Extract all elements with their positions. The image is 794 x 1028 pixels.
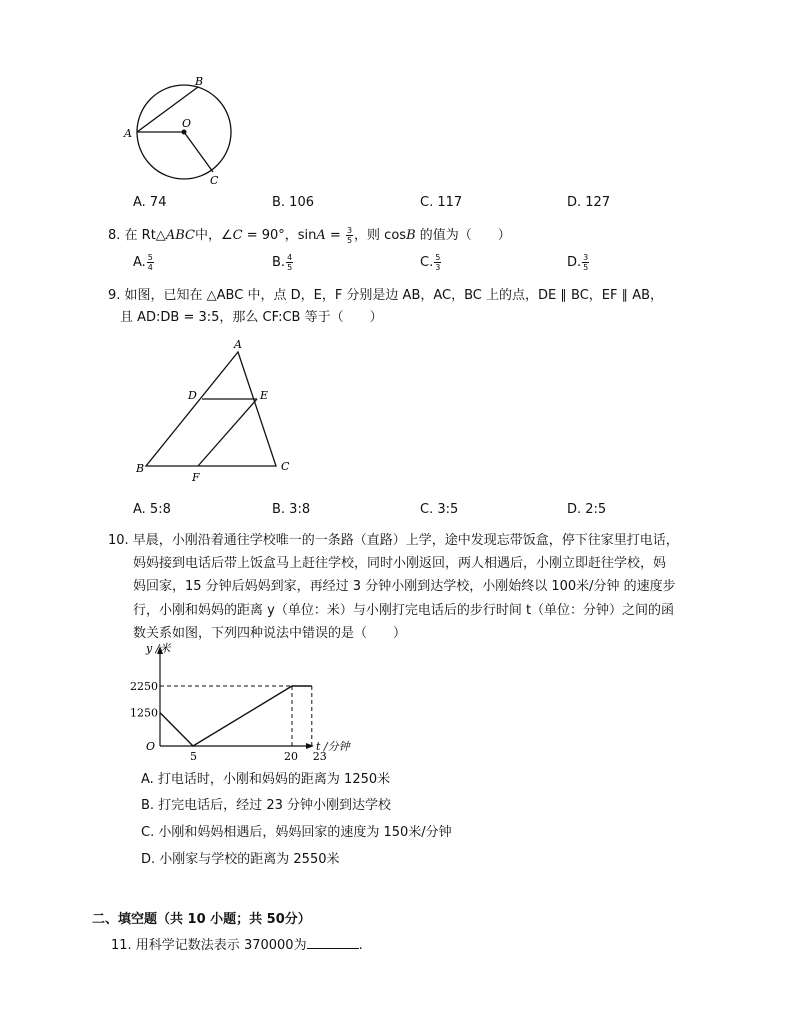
q8-number: 8.: [108, 228, 121, 243]
q8-option-c[interactable]: C. $\frac{5}{3}$: [420, 253, 441, 272]
x-tick-label: 5: [190, 750, 197, 762]
q9-option-b[interactable]: B. 3:8: [272, 502, 311, 517]
y-tick-label: 2250: [130, 680, 158, 693]
label-a: A: [234, 338, 242, 351]
segment-ef: [198, 399, 257, 466]
triangle-figure: [134, 336, 304, 488]
label-b: B: [195, 75, 204, 88]
q8-text-d: C: [232, 228, 243, 243]
q10-option-b[interactable]: B. 打完电话后，经过 23 分钟小刚到达学校: [141, 798, 391, 813]
q8-text-g: =: [325, 228, 345, 243]
q8-text-i: B: [406, 228, 416, 243]
series-line: [160, 686, 312, 746]
q10-line-1: 10. 早晨，小刚沿着通往学校唯一的一条路（直路）上学，途中发现忘带饭盒，停下往家里打电话，: [108, 533, 679, 548]
q10-line-4: 行，小刚和妈妈的距离 y（单位：米）与小刚打完电话后的步行时间 t（单位：分钟）之间的函: [133, 603, 675, 618]
q8-text-e: = 90°，sin: [242, 228, 317, 243]
origin-label: O: [146, 740, 156, 753]
q8-question: [108, 224, 511, 245]
x-axis-arrow: [306, 743, 314, 749]
circle-figure: [118, 72, 238, 190]
q8-option-a[interactable]: A. $\frac{5}{4}$: [133, 253, 153, 272]
q8-fraction: $\frac{3}{5}$: [346, 226, 353, 245]
q8-text-j: 的值为（ ）: [415, 228, 511, 243]
q7-option-d[interactable]: D. 127: [567, 195, 611, 210]
label-c: C: [281, 460, 290, 473]
q8-text-f: A: [316, 228, 326, 243]
q9-option-d[interactable]: D. 2:5: [567, 502, 607, 517]
x-tick-label: 23: [312, 750, 327, 762]
y-axis-label: y /米: [146, 642, 171, 655]
label-c: C: [210, 174, 219, 187]
q7-option-b[interactable]: B. 106: [272, 195, 314, 210]
radius-oc: [184, 132, 213, 172]
label-b: B: [136, 462, 145, 475]
label-f: F: [192, 471, 200, 484]
label-e: E: [260, 389, 269, 402]
triangle-abc: [146, 352, 276, 466]
q8-option-b[interactable]: B. $\frac{4}{5}$: [272, 253, 293, 272]
distance-time-chart: [118, 640, 368, 762]
q8-text-h: ，则 cos: [354, 228, 407, 243]
q10-line-5: 数关系如图，下列四种说法中错误的是（ ）: [133, 626, 407, 641]
q8-text-c: 中，∠: [194, 228, 233, 243]
q8-text-a: 在 Rt△: [124, 228, 166, 243]
q10-option-d[interactable]: D. 小刚家与学校的距离为 2550米: [141, 852, 340, 867]
q9-option-a[interactable]: A. 5:8: [133, 502, 171, 517]
q7-option-a[interactable]: A. 74: [133, 195, 167, 210]
q9-line-2: 且 AD:DB = 3:5，那么 CF:CB 等于（ ）: [120, 310, 383, 325]
q10-line-2: 妈妈接到电话后带上饭盒马上赶往学校，同时小刚返回，两人相遇后，小刚立即赶往学校，妈: [133, 556, 667, 571]
q10-option-a[interactable]: A. 打电话时，小刚和妈妈的距离为 1250米: [141, 772, 391, 787]
y-tick-label: 1250: [130, 706, 158, 720]
q8-option-d[interactable]: D. $\frac{3}{5}$: [567, 253, 589, 272]
q10-line-3: 妈回家，15 分钟后妈妈到家，再经过 3 分钟小刚到达学校，小刚始终以 100米/分钟 的速度步: [133, 579, 676, 594]
x-axis-label: t /分钟: [316, 740, 350, 753]
q9-line-1: 9. 如图，已知在 △ABC 中，点 D，E，F 分别是边 AB，AC，BC 上的点，DE ∥ BC，EF ∥ AB，: [108, 288, 664, 303]
q7-option-c[interactable]: C. 117: [420, 195, 463, 210]
x-tick-label: 20: [284, 750, 298, 762]
section-heading: 二、填空题（共 10 小题；共 50分）: [92, 912, 311, 927]
q9-option-c[interactable]: C. 3:5: [420, 502, 459, 517]
q8-text-b: ABC: [165, 228, 195, 243]
label-a: A: [124, 127, 132, 140]
q11-question: 11. 用科学记数法表示 370000为 .: [111, 938, 363, 953]
label-d: D: [188, 389, 197, 402]
center-point: [182, 130, 187, 135]
label-o: O: [182, 117, 192, 130]
q10-option-c[interactable]: C. 小刚和妈妈相遇后，妈妈回家的速度为 150米/分钟: [141, 825, 452, 840]
q11-answer-blank[interactable]: [307, 936, 359, 949]
